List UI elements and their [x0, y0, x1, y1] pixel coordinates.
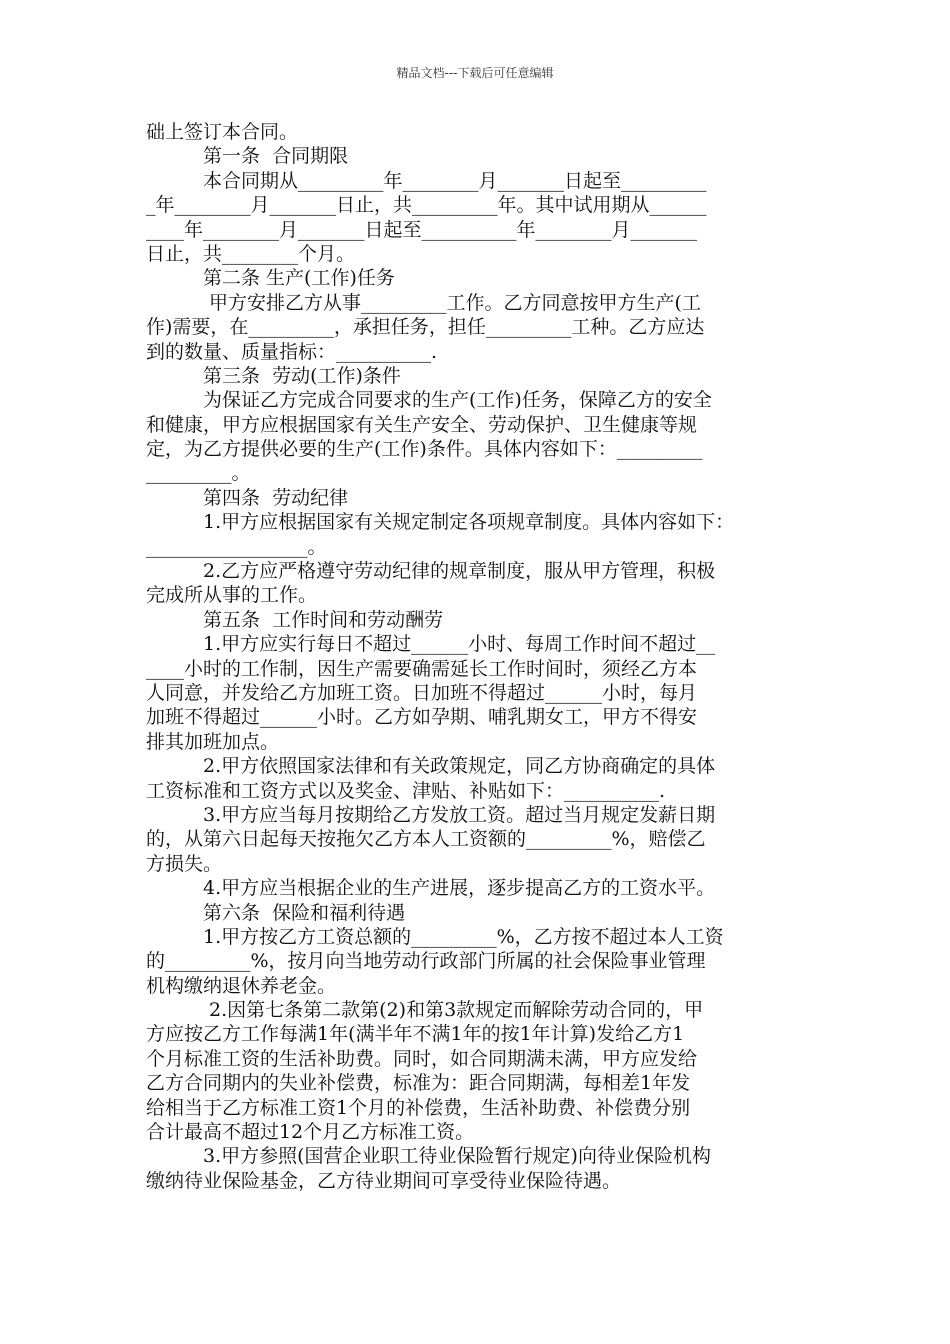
text-line: 第六条 保险和福利待遇 — [203, 901, 406, 924]
text-line: 给相当于乙方标准工资1个月的补偿费，生活补助费、补偿费分别 — [146, 1096, 691, 1119]
text-line: 机构缴纳退休养老金。 — [146, 974, 337, 997]
text-line: 方损失。 — [146, 852, 223, 875]
text-line: 第一条 合同期限 — [203, 145, 349, 168]
text-line: 为保证乙方完成合同要求的生产(工作)任务，保障乙方的安全 — [203, 389, 712, 412]
text-line: ____小时的工作制，因生产需要确需延长工作时间时，须经乙方本 — [146, 657, 698, 680]
text-line: 第三条 劳动(工作)条件 — [203, 364, 401, 387]
text-line: 3.甲方应当每月按期给乙方发放工资。超过当月规定发薪日期 — [203, 803, 716, 826]
text-line: 2.乙方应严格遵守劳动纪律的规章制度，服从甲方管理，积极 — [203, 560, 716, 583]
text-line: _________________。 — [146, 535, 327, 558]
text-line: 日止，共________个月。 — [146, 242, 356, 265]
text-line: 甲方安排乙方从事_________工作。乙方同意按甲方生产(工 — [203, 291, 701, 314]
text-line: 定，为乙方提供必要的生产(工作)条件。具体内容如下：_________ — [146, 438, 703, 461]
text-line: 作)需要，在_________，承担任务，担任_________工种。乙方应达 — [146, 316, 705, 339]
text-line: 的，从第六日起每天按拖欠乙方本人工资额的_________%，赔偿乙 — [146, 828, 706, 851]
text-line: 合计最高不超过12个月乙方标准工资。 — [146, 1121, 475, 1144]
text-line: 方应按乙方工作每满1年(满半年不满1年的按1年计算)发给乙方1 — [146, 1023, 685, 1046]
text-line: 到的数量、质量指标：__________. — [146, 340, 438, 363]
text-line: 1.甲方按乙方工资总额的_________%，乙方按不超过本人工资 — [203, 925, 724, 948]
text-line: 4.甲方应当根据企业的生产进展，逐步提高乙方的工资水平。 — [203, 877, 716, 900]
text-line: 的_________%，按月向当地劳动行政部门所属的社会保险事业管理 — [146, 950, 706, 973]
text-line: 1.甲方应实行每日不超过______小时、每周工作时间不超过__ — [203, 633, 716, 656]
text-line: 第二条 生产(工作)任务 — [203, 267, 395, 290]
text-line: 乙方合同期内的失业补偿费，标准为：距合同期满，每相差1年发 — [146, 1072, 691, 1095]
contract-body — [146, 120, 810, 1193]
text-line: 排其加班加点。 — [146, 730, 280, 753]
text-line: 第四条 劳动纪律 — [203, 486, 349, 509]
text-line: 缴纳待业保险基金，乙方待业期间可享受待业保险待遇。 — [146, 1169, 622, 1192]
text-line: _________。 — [146, 462, 251, 485]
text-line: 础上签订本合同。 — [146, 121, 299, 143]
text-line: 人同意，并发给乙方加班工资。日加班不得超过______小时，每月 — [146, 681, 698, 704]
text-line: 2.甲方依照国家法律和有关政策规定，同乙方协商确定的具体 — [203, 755, 716, 778]
text-line: 2.因第七条第二款第(2)和第3款规定而解除劳动合同的，甲 — [203, 999, 704, 1022]
text-line: 3.甲方参照(国营企业职工待业保险暂行规定)向待业保险机构 — [203, 1145, 711, 1168]
text-line: _年________月_______日止，共_________年。其中试用期从______ — [146, 194, 707, 217]
text-line: 工资标准和工资方式以及奖金、津贴、补贴如下：__________. — [146, 779, 666, 802]
page-header: 精品文档---下载后可任意编辑 — [396, 66, 554, 80]
text-line: 和健康，甲方应根据国家有关生产安全、劳动保护、卫生健康等规 — [146, 413, 698, 436]
text-line: 完成所从事的工作。 — [146, 584, 318, 607]
text-line: 加班不得超过______小时。乙方如孕期、哺乳期女工，甲方不得安 — [146, 706, 698, 729]
text-line: 第五条 工作时间和劳动酬劳 — [203, 608, 444, 631]
text-line: 1.甲方应根据国家有关规定制定各项规章制度。具体内容如下： — [203, 511, 735, 534]
text-line: 本合同期从_________年________月_______日起至_________ — [203, 169, 707, 192]
text-line: 个月标准工资的生活补助费。同时，如合同期满未满，甲方应发给 — [146, 1047, 698, 1070]
text-line: ____年________月_______日起至__________年________月_______ — [146, 218, 698, 241]
